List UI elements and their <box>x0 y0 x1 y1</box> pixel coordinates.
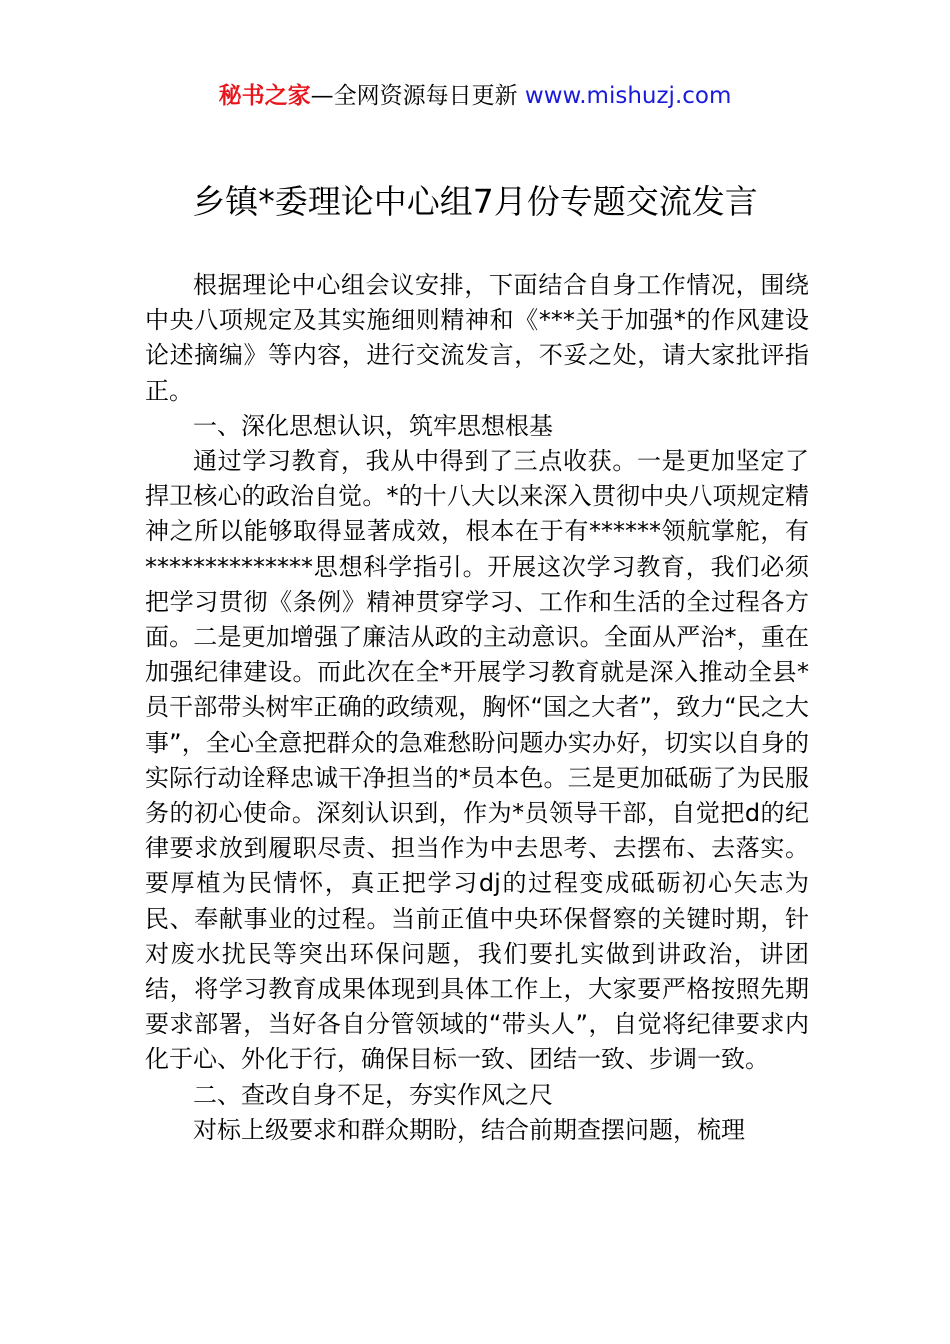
section-body-1: 通过学习教育，我从中得到了三点收获。一是更加坚定了捍卫核心的政治自觉。*的十八大以来深入贯彻中央八项规定精神之所以能够取得显著成效，根本在于有******领航掌舵，有**************思想科学指引。开展这次学习教育，我们必须把学习贯彻《条例》精神贯穿学习、工作和生活的全过程各方面。二是更加增强了廉洁从政的主动意识。全面从严治*，重在加强纪律建设。而此次在全*开展学习教育就是深入推动全县*员干部带头树牢正确的政绩观，胸怀“国之大者”，致力“民之大事”，全心全意把群众的急难愁盼问题办实办好，切实以自身的实际行动诠释忠诚干净担当的*员本色。三是更加砥砺了为民服务的初心使命。深刻认识到，作为*员领导干部，自觉把d的纪律要求放到履职尽责、担当作为中去思考、去摆布、去落实。要厚植为民情怀，真正把学习dj的过程变成砥砺初心矢志为民、奉献事业的过程。当前正值中央环保督察的关键时期，针对废水扰民等突出环保问题，我们要扎实做到讲政治，讲团结，将学习教育成果体现到具体工作上，大家要严格按照先期要求部署，当好各自分管领域的“带头人”，自觉将纪律要求内化于心、外化于行，确保目标一致、团结一致、步调一致。 <box>145 447 809 1074</box>
site-url-link[interactable]: www.mishuzj.com <box>524 83 732 109</box>
document-body <box>145 268 809 1148</box>
site-header <box>0 80 950 112</box>
site-brand: 秘书之家 <box>218 83 311 109</box>
site-tagline: —全网资源每日更新 <box>310 83 525 109</box>
document-title: 乡镇*委理论中心组7月份专题交流发言 <box>192 182 758 221</box>
section-body-2: 对标上级要求和群众期盼，结合前期查摆问题，梳理 <box>193 1115 745 1144</box>
section-heading-2: 二、查改自身不足，夯实作风之尺 <box>193 1080 553 1109</box>
section-heading-1: 一、深化思想认识，筑牢思想根基 <box>193 411 553 440</box>
intro-paragraph: 根据理论中心组会议安排，下面结合自身工作情况，围绕中央八项规定及其实施细则精神和《***关于加强*的作风建设论述摘编》等内容，进行交流发言，不妥之处，请大家批评指正。 <box>145 271 809 405</box>
